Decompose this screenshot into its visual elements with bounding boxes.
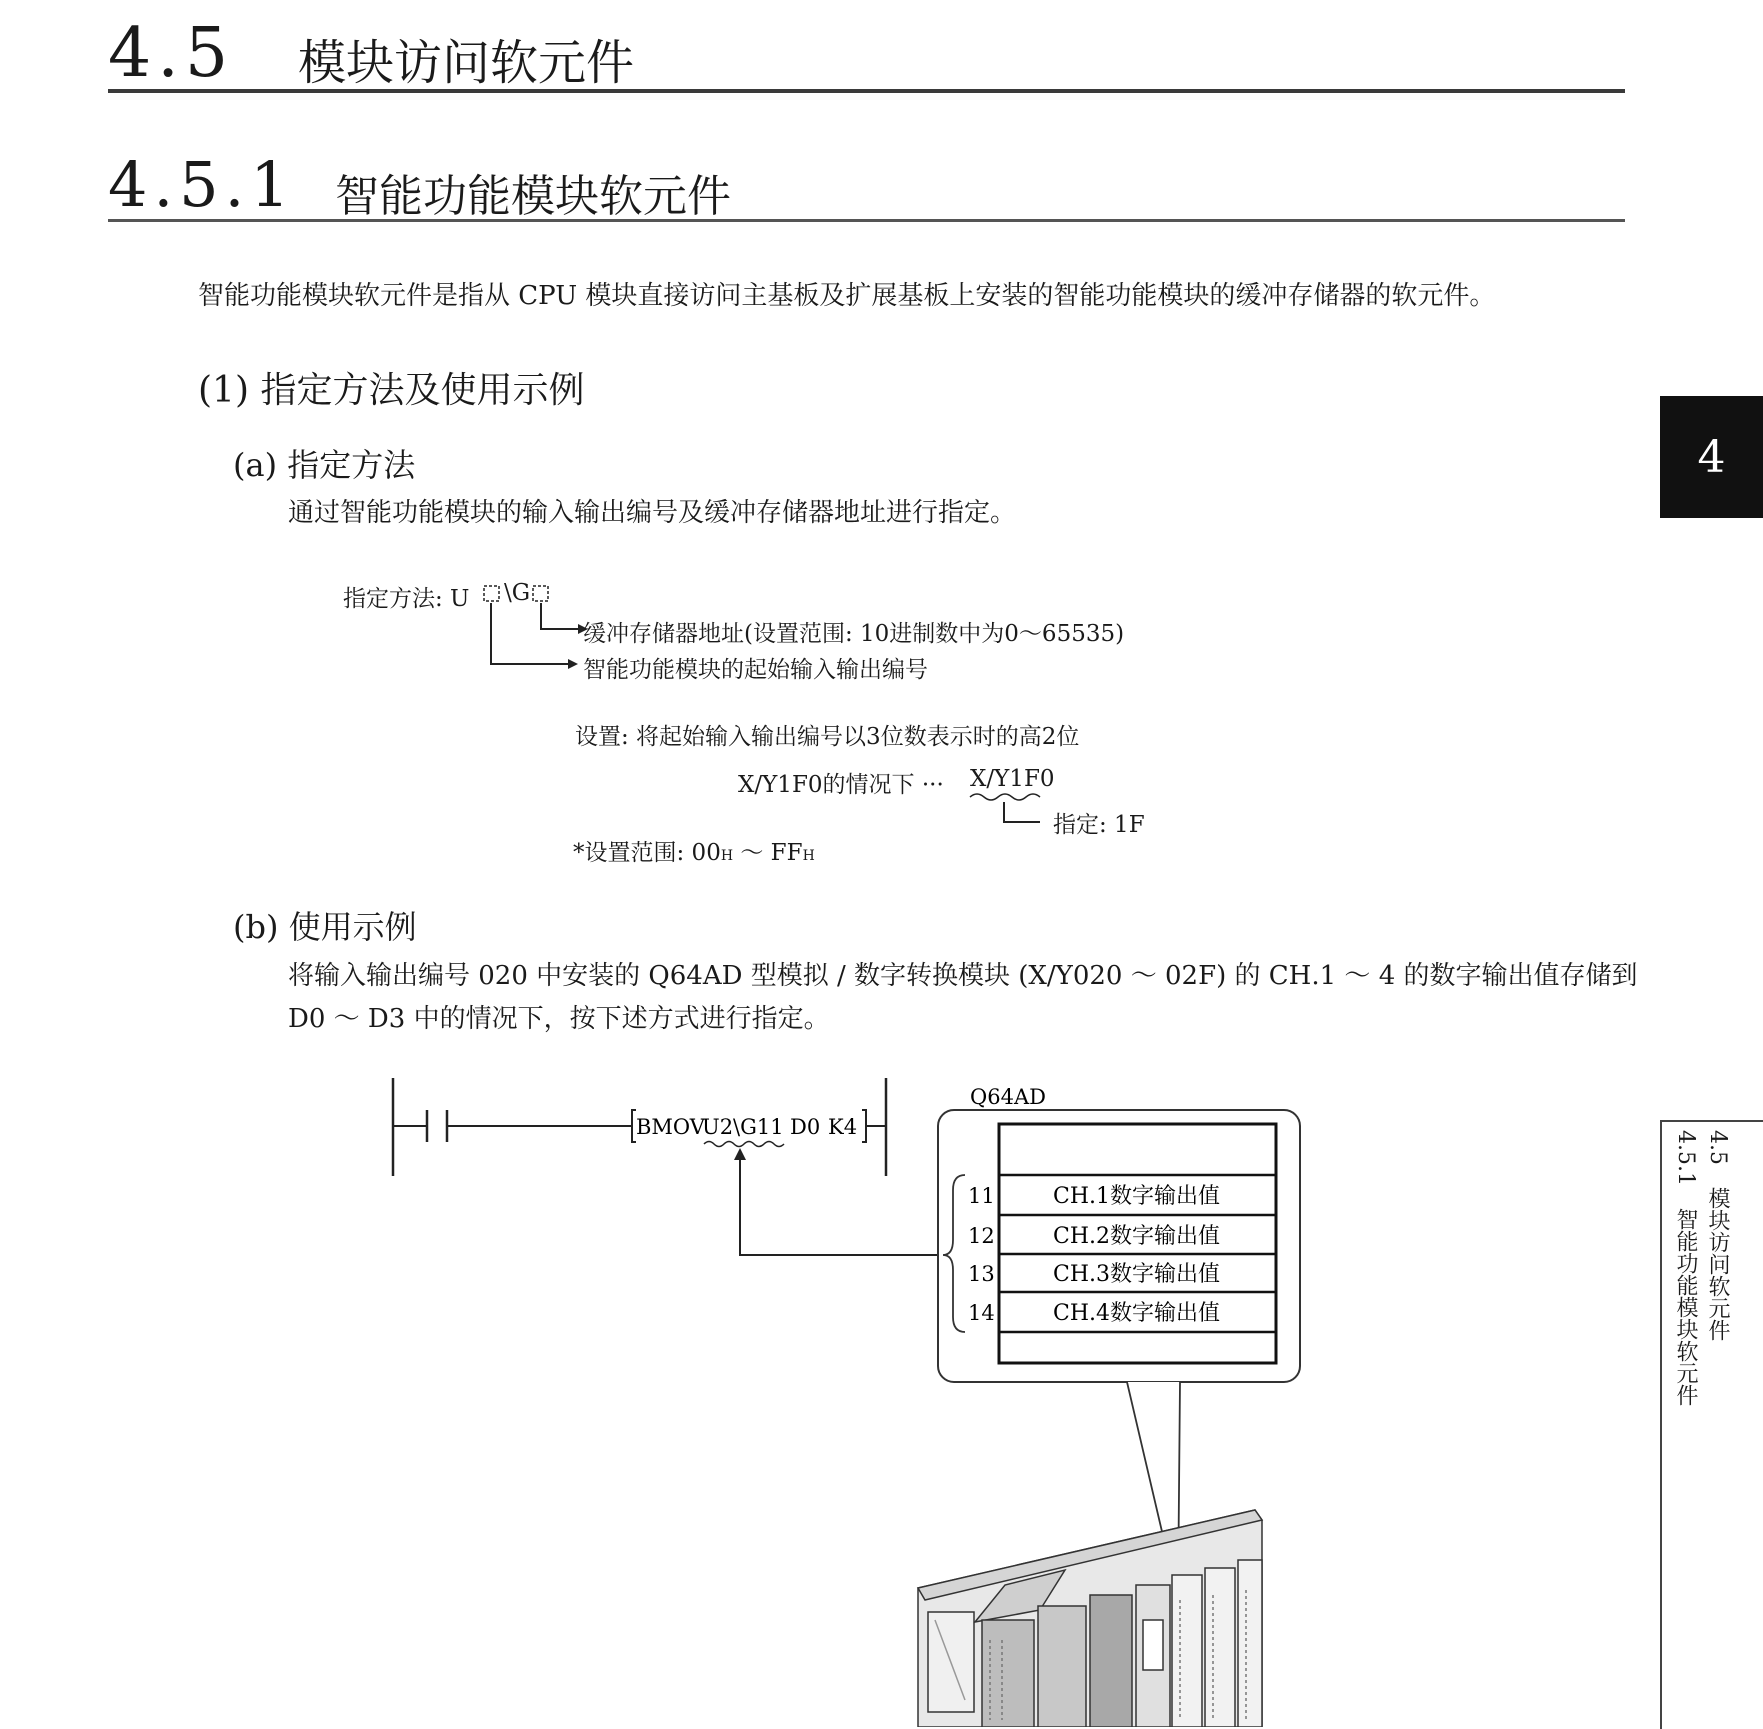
row-addr: 12 bbox=[968, 1224, 995, 1248]
subsection-title: 智能功能模块软元件 bbox=[335, 171, 731, 222]
section-number: 4.5 bbox=[108, 14, 235, 93]
item-a-description: 通过智能功能模块的输入输出编号及缓冲存储器地址进行指定。 bbox=[288, 498, 1017, 528]
example-left: X/Y1F0的情况下 ··· bbox=[738, 772, 944, 798]
row-label: CH.1数字输出值 bbox=[1053, 1184, 1221, 1209]
spec-separator: \G bbox=[504, 580, 531, 606]
src-wavy-underline bbox=[704, 1142, 784, 1147]
io-label: 智能功能模块的起始输入输出编号 bbox=[583, 657, 928, 683]
item-b-description-line1: 将输入输出编号 020 中安装的 Q64AD 型模拟 / 数字转换模块 (X/Y020 ～ 02F) 的 CH.1 ～ 4 的数字输出值存储到 bbox=[288, 961, 1638, 991]
item-1-heading: (1) 指定方法及使用示例 bbox=[198, 370, 585, 411]
side-index bbox=[1660, 1120, 1763, 1729]
io-arrow-line bbox=[491, 603, 568, 664]
io-placeholder-box bbox=[484, 586, 499, 601]
example-spec: 指定: 1F bbox=[1053, 812, 1145, 838]
chapter-tab: 4 bbox=[1660, 396, 1763, 518]
setting-range: *设置范围: 00H ～ FFH bbox=[573, 840, 815, 866]
row-label: CH.4数字输出值 bbox=[1053, 1301, 1221, 1326]
example-right: X/Y1F0 bbox=[970, 766, 1055, 792]
item-b-description-line2: D0 ～ D3 中的情况下，按下述方式进行指定。 bbox=[288, 1004, 830, 1034]
side-index-line2: 4.5.1 智能功能模块软元件 bbox=[1673, 1130, 1698, 1406]
item-a-heading: (a) 指定方法 bbox=[233, 446, 416, 484]
row-addr: 11 bbox=[968, 1184, 995, 1208]
src-text: U2\G11 bbox=[702, 1115, 784, 1139]
row-label: CH.3数字输出值 bbox=[1053, 1262, 1221, 1287]
item-b-heading: (b) 使用示例 bbox=[233, 908, 417, 946]
count-text: K4 bbox=[828, 1115, 858, 1139]
row-addr: 14 bbox=[968, 1301, 995, 1325]
intro-paragraph: 智能功能模块软元件是指从 CPU 模块直接访问主基板及扩展基板上安装的智能功能模块的缓冲存储器的软元件。 bbox=[198, 281, 1496, 311]
ref-arrow-head bbox=[734, 1148, 746, 1160]
dst-text: D0 bbox=[790, 1115, 821, 1139]
io-arrow-head bbox=[568, 659, 578, 669]
buffer-arrow-line bbox=[541, 603, 578, 629]
buffer-label: 缓冲存储器地址(设置范围: 10进制数中为0～65535) bbox=[583, 621, 1125, 647]
ladder-diagram bbox=[0, 1040, 1400, 1727]
buffer-placeholder-box bbox=[533, 586, 548, 601]
plc-base-illustration bbox=[918, 1510, 1262, 1727]
subsection-number: 4.5.1 bbox=[108, 148, 296, 221]
spec-bracket-line bbox=[1004, 802, 1040, 822]
module-name: Q64AD bbox=[970, 1085, 1046, 1109]
instr-bracket-right bbox=[862, 1110, 866, 1142]
instr-text: BMOV bbox=[636, 1115, 705, 1139]
wavy-underline bbox=[970, 794, 1040, 800]
row-addr: 13 bbox=[968, 1262, 995, 1286]
row-label: CH.2数字输出值 bbox=[1053, 1224, 1221, 1249]
setting-text: 设置: 将起始输入输出编号以3位数表示时的高2位 bbox=[575, 724, 1080, 750]
ref-arrow-line bbox=[740, 1160, 938, 1255]
spec-prefix: 指定方法: U bbox=[343, 586, 470, 612]
section-title: 模块访问软元件 bbox=[298, 35, 635, 91]
side-index-line1: 4.5 模块访问软元件 bbox=[1705, 1130, 1730, 1341]
